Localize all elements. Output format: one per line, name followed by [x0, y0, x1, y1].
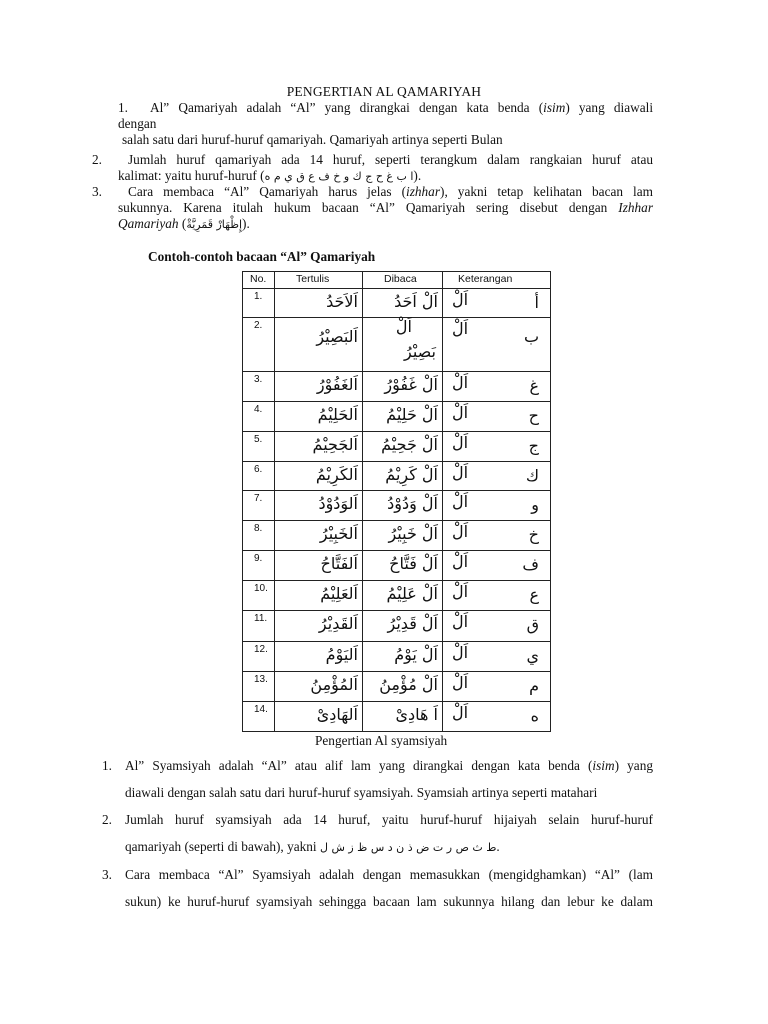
cell-dibaca: اَلْ يَوْمُ [394, 645, 438, 664]
cell-tertulis: اَلخَبِيْرُ [319, 524, 358, 543]
cell-no: 1. [254, 291, 263, 302]
row-divider [242, 731, 551, 732]
cell-al: اَلْ [452, 373, 469, 392]
table-row [242, 641, 551, 671]
item-number: 1. [118, 100, 128, 115]
table-row [242, 288, 551, 317]
cell-tertulis: اَلهَادِىْ [316, 705, 358, 724]
cell-no: 5. [254, 434, 263, 445]
cell-huruf: غ [529, 376, 539, 395]
qamariyah-item-2 [92, 152, 653, 185]
cell-huruf: ح [528, 406, 539, 425]
cell-dibaca-top: اَلْ [395, 317, 412, 336]
table-row [242, 580, 551, 610]
cell-al: اَلْ [452, 463, 469, 482]
table-row [242, 671, 551, 701]
cell-huruf: م [529, 676, 539, 695]
item-1-line-3: salah satu dari huruf-huruf qamariyah. Qamariyah artinya seperti Bulan [122, 132, 503, 147]
line-text: ) yang diawali [565, 100, 654, 115]
table-row [242, 461, 551, 490]
cell-no: 12. [254, 644, 268, 655]
cell-al: اَلْ [452, 319, 469, 338]
item-number: 3. [92, 184, 102, 199]
cell-huruf: و [531, 495, 539, 514]
cell-dibaca: اَلْ جَحِيْمُ [381, 435, 438, 454]
item-3-line-1 [118, 184, 653, 200]
line-text [125, 752, 653, 779]
cell-al: اَلْ [452, 290, 469, 309]
cell-no: 4. [254, 404, 263, 415]
cell-dibaca: اَلْ وَدُوْدُ [387, 494, 438, 513]
qamariyah-item-1 [118, 100, 653, 148]
line-text: ), yakni tetap kelihatan bacan lam [440, 184, 653, 199]
syamsiyah-item-3-line-1 [102, 861, 653, 888]
cell-no: 11. [254, 613, 268, 624]
syamsiyah-item-1-line-1 [102, 752, 653, 779]
header-dibaca: Dibaca [384, 273, 417, 285]
table-row [242, 490, 551, 520]
cell-tertulis: اَلعَلِيْمُ [320, 584, 358, 603]
item-1-line-2: dengan [118, 116, 157, 131]
item-1-line-1 [150, 100, 653, 116]
cell-no: 2. [254, 320, 263, 331]
item-number: 2. [102, 812, 112, 827]
italic-term: isim [592, 758, 615, 773]
table-row [242, 701, 551, 731]
table-row [242, 520, 551, 550]
line-text: . [496, 839, 500, 854]
header-no: No. [250, 273, 267, 285]
item-3-line-3 [92, 216, 653, 233]
cell-huruf: ف [522, 555, 539, 574]
table-row [242, 401, 551, 431]
line-text: ). [413, 168, 422, 183]
syamsiyah-item-1-line-2: diawali dengan salah satu dari huruf-huruf syamsiyah. Syamsiah artinya seperti matahari [125, 785, 598, 800]
cell-al: اَلْ [452, 703, 469, 722]
item-number: 1. [102, 758, 112, 773]
cell-no: 8. [254, 523, 263, 534]
italic-term: Qamariyah [118, 216, 179, 231]
cell-no: 6. [254, 464, 263, 475]
syamsiyah-letters: ط ث ص ر ت ض ذ ن د س ظ ز ش ل [319, 841, 497, 854]
line-text: sukunnya. Karena itulah hukum bacaan “Al” Qamariyah sering disebut dengan [118, 200, 619, 215]
cell-no: 7. [254, 493, 263, 504]
table-row [242, 610, 551, 641]
table-header [242, 271, 551, 288]
cell-no: 10. [254, 583, 268, 594]
syamsiyah-item-3-line-2: sukun) ke huruf-huruf syamsiyah sehingga bacaan lam sukunnya hilang dan lebur ke dalam [125, 894, 653, 909]
cell-dibaca-bottom: بَصِيْرُ [404, 342, 436, 361]
cell-dibaca: اَلْ اَحَدُ [394, 292, 438, 311]
table-row [242, 550, 551, 580]
cell-dibaca: اَلْ فَتَّاحُ [389, 554, 438, 573]
cell-tertulis: اَلاَحَدُ [326, 292, 358, 311]
cell-tertulis: اَلفَتَّاحُ [320, 554, 358, 573]
line-text: Cara membaca “Al” Qamariyah harus jelas ( [128, 184, 407, 199]
cell-dibaca: اَلْ مُؤْمِنُ [379, 675, 438, 694]
line-text: qamariyah (seperti di bawah), yakni [125, 839, 320, 854]
cell-al: اَلْ [452, 492, 469, 511]
cell-no: 14. [254, 704, 268, 715]
line-text: ( [178, 216, 187, 231]
cell-dibaca: اَلْ قَدِيْرُ [387, 614, 438, 633]
cell-al: اَلْ [452, 673, 469, 692]
cell-huruf: ب [523, 327, 539, 346]
line-text: Cara membaca “Al” Syamsiyah adalah dengan memasukkan (mengidghamkan) “Al” (lam [125, 867, 653, 882]
item-2-line-1: Jumlah huruf qamariyah ada 14 huruf, seperti terangkum dalam rangkaian huruf atau [128, 152, 653, 167]
cell-al: اَلْ [452, 522, 469, 541]
cell-huruf: ه [530, 706, 539, 725]
qamariyah-item-3 [92, 184, 653, 233]
line-text: ) yang [614, 758, 653, 773]
syamsiyah-item-2-line-2 [102, 833, 653, 861]
cell-dibaca: اَلْ غَفُوْرُ [384, 375, 438, 394]
cell-al: اَلْ [452, 552, 469, 571]
item-number: 3. [102, 867, 112, 882]
header-keterangan: Keterangan [458, 273, 513, 285]
cell-tertulis: اَلمُؤْمِنُ [310, 675, 358, 694]
header-tertulis: Tertulis [296, 273, 330, 285]
cell-dibaca: اَلْ حَلِيْمُ [386, 405, 438, 424]
item-number: 2. [92, 152, 102, 167]
cell-tertulis: اَلحَلِيْمُ [317, 405, 358, 424]
cell-al: اَلْ [452, 403, 469, 422]
cell-al: اَلْ [452, 643, 469, 662]
cell-huruf: أ [534, 293, 539, 312]
cell-tertulis: اَليَوْمُ [325, 645, 358, 664]
cell-tertulis: اَلجَحِيْمُ [312, 435, 358, 454]
cell-no: 13. [254, 674, 268, 685]
qamariyah-letters: ا ب غ ح ج ك و خ ف ع ق ي م ه [264, 170, 414, 183]
page-title: PENGERTIAN AL QAMARIYAH [286, 84, 482, 99]
cell-al: اَلْ [452, 612, 469, 631]
row-divider [242, 271, 551, 272]
cell-no: 3. [254, 374, 263, 385]
qamariyah-table [242, 271, 551, 731]
syamsiyah-heading: Pengertian Al syamsiyah [315, 733, 448, 748]
line-text: Al” Qamariyah adalah “Al” yang dirangkai dengan kata benda ( [150, 100, 544, 115]
table-row [242, 431, 551, 461]
cell-tertulis: اَلغَفُوْرُ [316, 375, 358, 394]
italic-term: Izhhar [618, 200, 653, 215]
item-3-line-2 [92, 200, 653, 216]
cell-huruf: خ [528, 525, 539, 544]
cell-tertulis: اَلبَصِيْرُ [316, 327, 358, 346]
syamsiyah-list [102, 752, 653, 915]
izhhar-arabic: إِظْهَارْ قَمَرِيَّةْ [186, 218, 243, 231]
cell-huruf: ع [529, 585, 539, 604]
cell-dibaca: اَلْ عَلِيْمُ [386, 584, 438, 603]
item-2-line-2 [92, 168, 653, 185]
table-row [242, 371, 551, 401]
syamsiyah-item-2-line-1 [102, 806, 653, 833]
cell-no: 9. [254, 553, 263, 564]
cell-huruf: ق [526, 615, 539, 634]
cell-huruf: ي [526, 646, 539, 665]
line-text: Al” Syamsiyah adalah “Al” atau alif lam yang dirangkai dengan kata benda ( [125, 758, 593, 773]
line-text: Jumlah huruf syamsiyah ada 14 huruf, yaitu huruf-huruf hijaiyah selain huruf-huruf [125, 812, 653, 827]
cell-dibaca: اَ هَادِىْ [395, 705, 438, 724]
cell-al: اَلْ [452, 433, 469, 452]
cell-al: اَلْ [452, 582, 469, 601]
italic-term: isim [543, 100, 566, 115]
cell-dibaca: اَلْ كَرِيْمُ [385, 465, 438, 484]
cell-tertulis: اَلكَرِيْمُ [315, 465, 358, 484]
line-text: kalimat: yaitu huruf-huruf ( [118, 168, 265, 183]
italic-term: izhhar [406, 184, 441, 199]
table-row [242, 317, 551, 371]
cell-dibaca: اَلْ خَبِيْرُ [388, 524, 438, 543]
cell-huruf: ج [528, 436, 539, 455]
cell-huruf: ك [525, 466, 539, 485]
cell-tertulis: اَلوَدُوْدُ [318, 494, 358, 513]
line-text: ). [242, 216, 250, 231]
cell-tertulis: اَلقَدِيْرُ [318, 614, 358, 633]
table-caption: Contoh-contoh bacaan “Al” Qamariyah [148, 249, 376, 264]
